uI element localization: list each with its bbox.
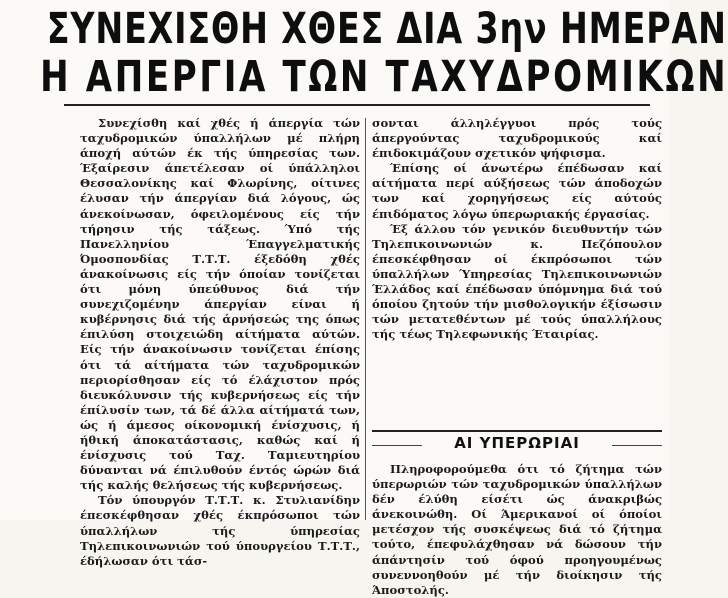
paragraph: Συνεχίσθη καί χθές ή άπεργία τών ταχυδρομικών ύπαλλήλων μέ πλήρη άποχή αύτών έκ τής ύπηρεσίας των. Έξαίρεσιν άπετέλεσαν οί ύπάλληλοι Θεσσαλονίκης καί Φλωρίνης, οίτινες έλυσαν τήν άπεργίαν διά λόγους, ώς άνεκοίνωσαν, όφειλομένους είς τήν τήρησιν τής τάξεως. Ύπό τής Πανελληνίου Έπαγγελματικής Όμοσπονδίας Τ.Τ.Τ. έξεδόθη χθές άνακοίνωσις είς τήν όποίαν τονίζεται ότι μόνη ύπεύθυνος διά τήν συνεχιζομένην άπεργίαν είναι ή κυβέρνησις διά τής άρνήσεώς της όπως έπιλύση στοιχειώδη αίτήματα αύτών. Είς τήν άνακοίνωσιν τονίζεται έπίσης ότι τά αίτήματα τών ταχυδρομικών περιορίσθησαν είς τό έλάχιστον πρός διευκόλυνσιν τής κυβερνήσεως είς τήν έπίλυσίν των, τά δέ άλλα αίτήματά των, ώς ή άμεσος οίκονομική ένίσχυσις, ή ήθική άποκατάστασις, καθώς καί ή ένίσχυσις τού Ταχ. Ταμιευτηρίου δύνανται νά έπιλυθούν έντός ώρών διά τής καλής θελήσεως τής κυβερνήσεως.	[80, 116, 360, 493]
headline-rule	[64, 104, 650, 106]
section-rule	[372, 430, 662, 432]
right-column	[372, 116, 662, 342]
column-divider	[365, 118, 366, 520]
subhead: ΑΙ ΥΠΕΡΩΡΙΑΙ	[454, 434, 580, 452]
paragraph: Έπίσης οί άνωτέρω έπέδωσαν καί αίτήματα περί αύξήσεως τών άποδοχών των καί χορηγήσεως είς αύτούς έπιδόματος λόγω ύπερωριακής έργασίας.	[372, 161, 662, 221]
paragraph: σονται άλληλέγγυοι πρός τούς άπεργούντας ταχυδρομικούς καί έπιδοκιμάζουν σχετικόν ψήφισμα.	[372, 116, 662, 161]
subhead-rule-right	[612, 445, 662, 446]
headline-line-2: Η ΑΠΕΡΓΙΑ ΤΩΝ ΤΑΧΥΔΡΟΜΙΚΩΝ	[40, 52, 728, 102]
paragraph: Έξ άλλου τόν γενικόν διευθυντήν τών Τηλεπικοινωνιών κ. Πεζόπουλον έπεσκέφθησαν οί έκπρόσωποι τών ύπαλλήλων Ύπηρεσίας Τηλεπικοινωνιών Έλλάδος καί έπέδωσαν ύπόμνημα διά τού όποίου ζητούν τήν μισθολογικήν έξίσωσιν τών μετατεθέντων μέ τούς ύπαλλήλους τής τέως Τηλεφωνικής Έταιρίας.	[372, 221, 662, 342]
paragraph: Πληροφορούμεθα ότι τό ζήτημα τών ύπερωριών τών ταχυδρομικών ύπαλλήλων δέν έλύθη είσέτι ώς άνακριβώς άνεκοινώθη. Οί Άμερικανοί οί όποίοι μετέσχον τής συσκέψεως διά τό ζήτημα τούτο, έπεφυλάχθησαν νά δώσουν τήν άπάντησίν τού όφού προηγουμένως συνεννοηθούν μέ τήν διοίκησιν τής Άποστολής.	[372, 462, 662, 597]
headline-line-1: ΣΥΝΕΧΙΣΘΗ ΧΘΕΣ ΔΙΑ 3ην ΗΜΕΡΑΝ	[46, 4, 727, 54]
right-column-lower	[372, 462, 662, 598]
paragraph: Τόν ύπουργόν Τ.Τ.Τ. κ. Στυλιανίδην έπεσκέφθησαν χθές έκπρόσωποι τών ύπαλλήλων τής ύπηρεσίας Τηλεπικοινωνιών τού ύπουργείου Τ.Τ.Τ., έδήλωσαν ότι τάσ-	[80, 493, 360, 568]
left-column	[80, 116, 360, 569]
